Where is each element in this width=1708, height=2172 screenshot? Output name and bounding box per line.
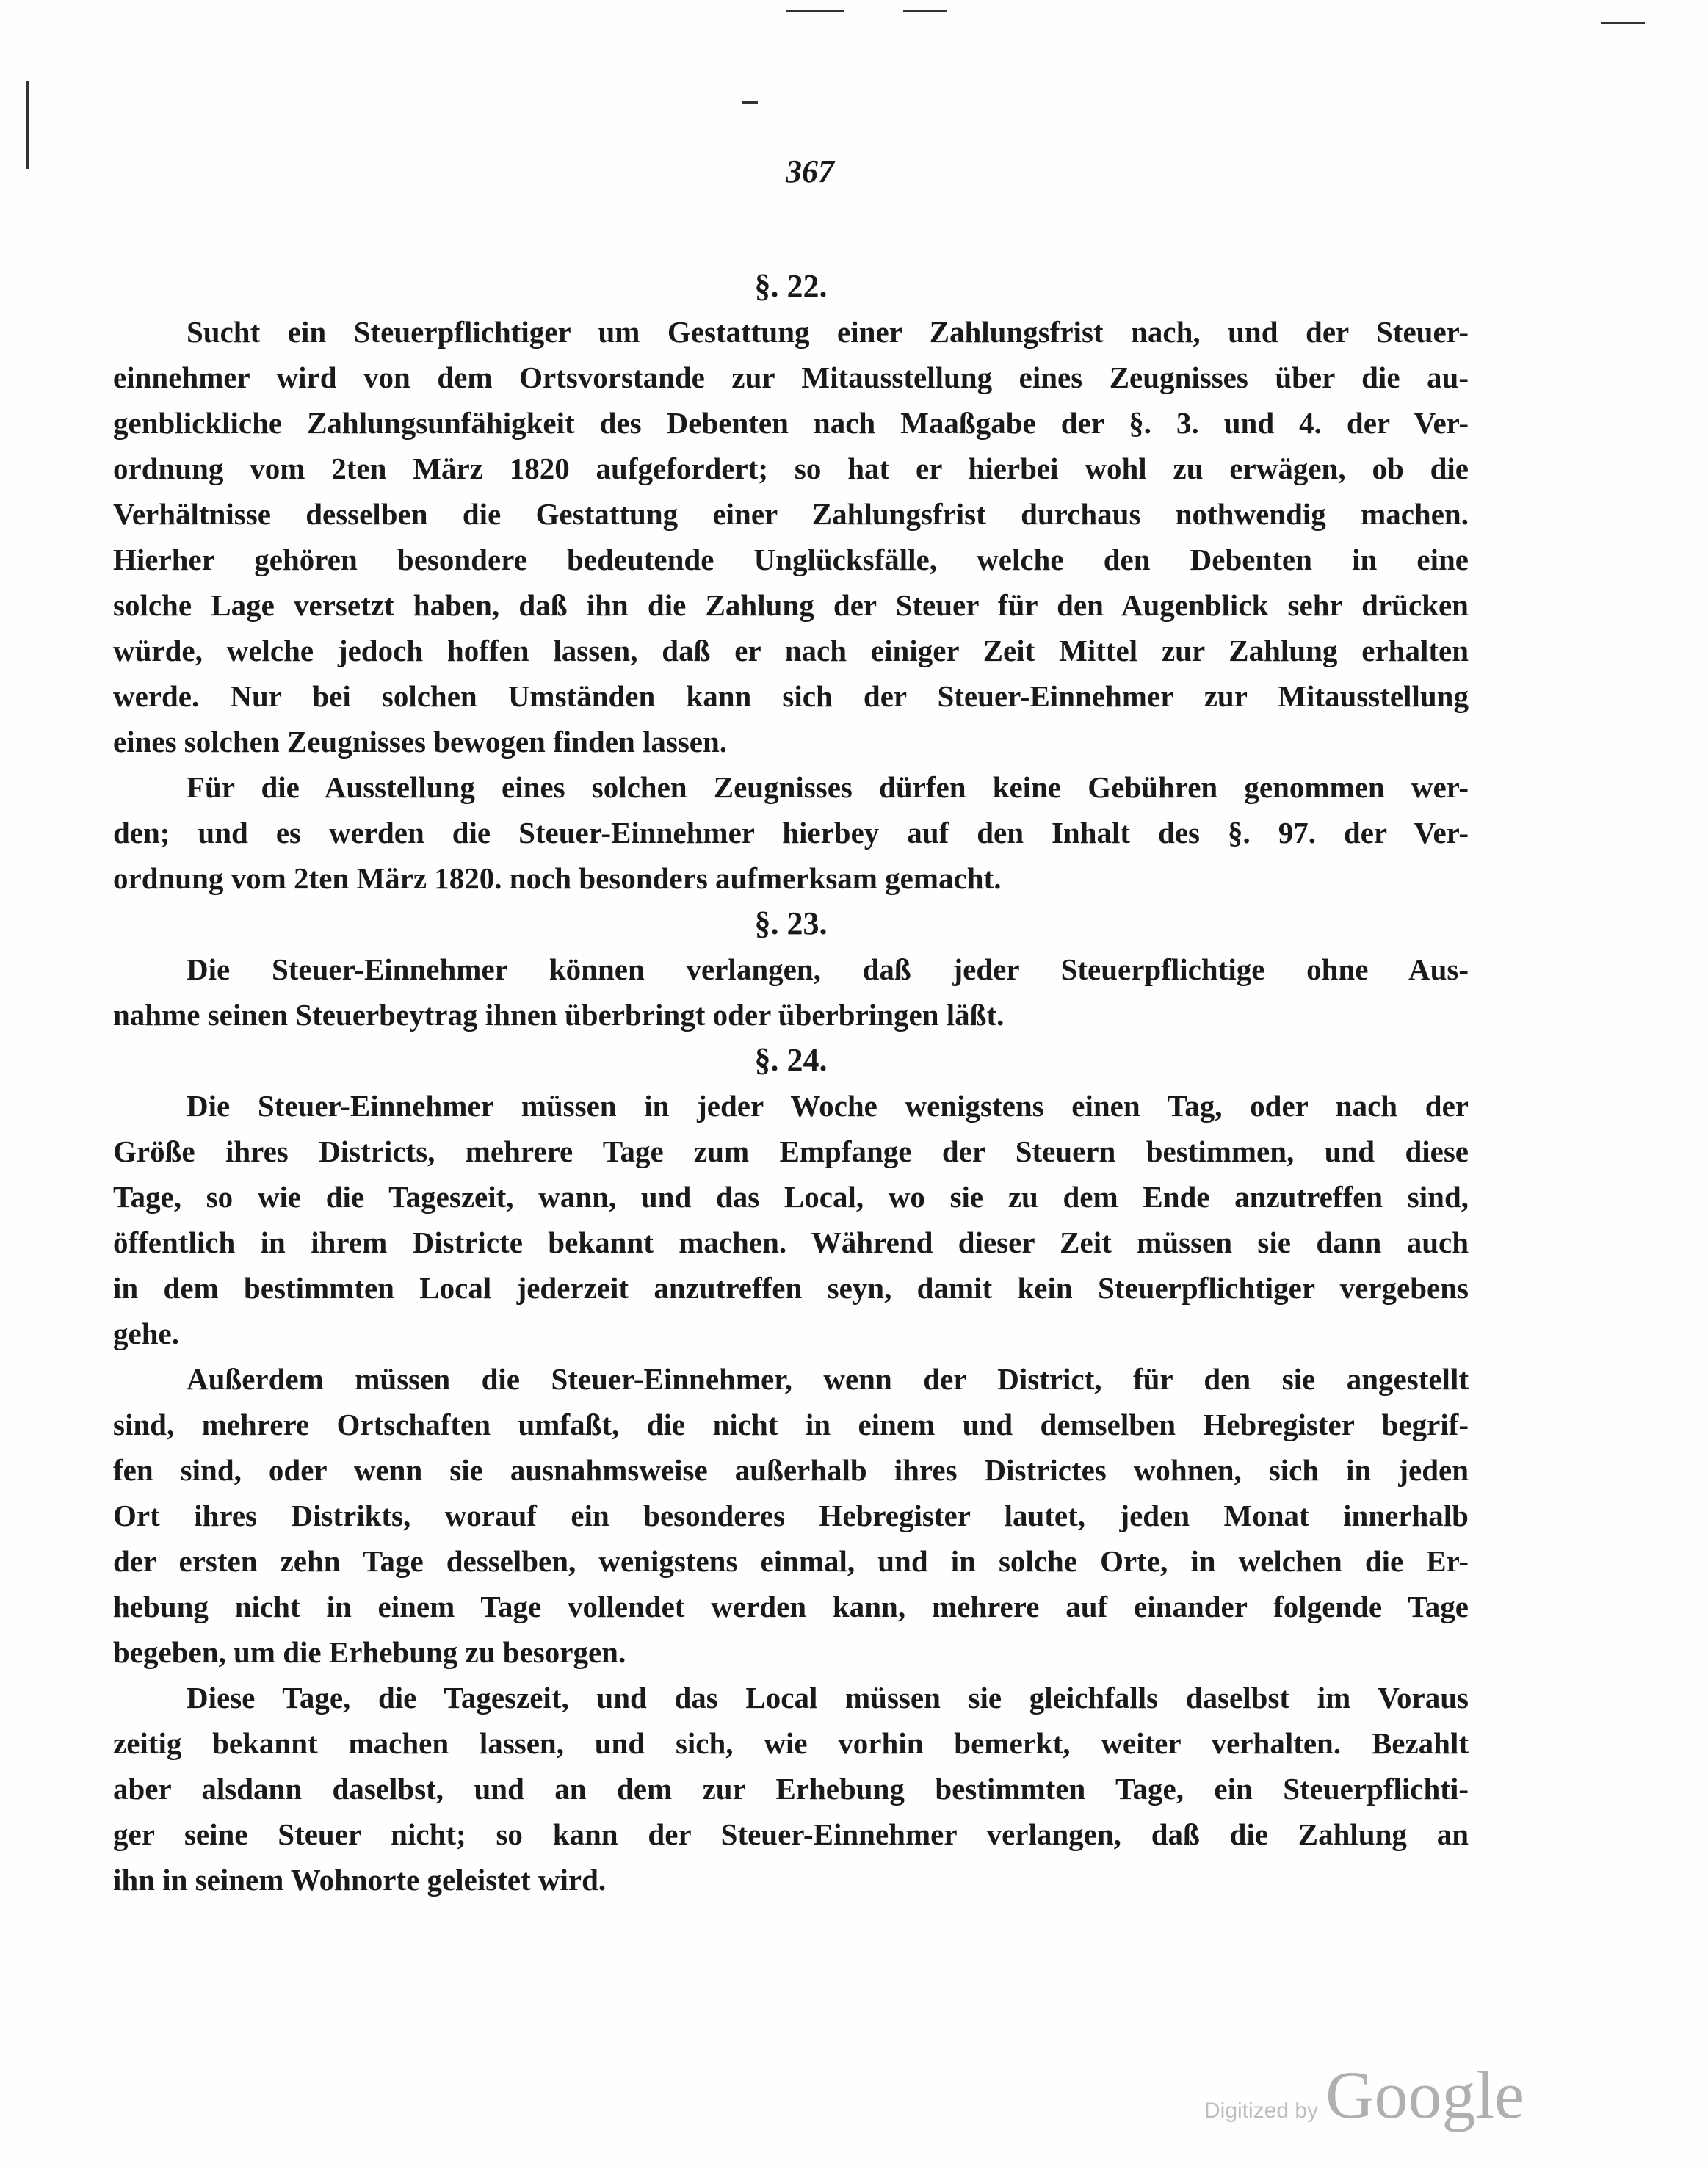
scan-edge-mark [786,10,844,12]
text-line: fen sind, oder wenn sie ausnahmsweise außerhalb ihres Districtes wohnen, sich in jeden [113,1453,1469,1487]
scan-edge-mark [1601,22,1645,24]
text-line: würde, welche jedoch hoffen lassen, daß er nach einiger Zeit Mittel zur Zahlung erhalten [113,634,1469,667]
text-line: gehe. [113,1317,179,1350]
text-line: ordnung vom 2ten März 1820 aufgefordert; so hat er hierbei wohl zu erwägen, ob die [113,452,1469,485]
text-line: zeitig bekannt machen lassen, und sich, wie vorhin bemerkt, weiter verhalten. Bezahlt [113,1726,1469,1760]
text-line: genblickliche Zahlungsunfähigkeit des Debenten nach Maaßgabe der §. 3. und 4. der Ver- [113,406,1469,440]
document-body [113,264,1469,1903]
text-line: Hierher gehören besondere bedeutende Unglücksfälle, welche den Debenten in eine [113,543,1469,576]
watermark-prefix: Digitized by [1204,2099,1319,2123]
text-line: eines solchen Zeugnisses bewogen finden lassen. [113,725,728,759]
paragraph [113,1083,1469,1356]
section-heading: §. 24. [754,1042,828,1078]
digitized-by-google-watermark [1204,2056,1524,2134]
text-line: hebung nicht in einem Tage vollendet werden kann, mehrere auf einander folgende Tage [113,1590,1469,1623]
text-line: öffentlich in ihrem Districte bekannt machen. Während dieser Zeit müssen sie dann auch [113,1226,1469,1259]
text-line: der ersten zehn Tage desselben, wenigstens einmal, und in solche Orte, in welchen die Er- [113,1544,1469,1578]
text-line: begeben, um die Erhebung zu besorgen. [113,1635,626,1669]
text-line: ihn in seinem Wohnorte geleistet wird. [113,1863,607,1897]
paragraph [113,309,1469,764]
text-line: in dem bestimmten Local jederzeit anzutreffen seyn, damit kein Steuerpflichtiger vergebens [113,1271,1469,1305]
section-heading: §. 22. [754,268,828,304]
text-line: sind, mehrere Ortschaften umfaßt, die nicht in einem und demselben Hebregister begrif- [113,1408,1469,1441]
text-line: Verhältnisse desselben die Gestattung einer Zahlungsfrist durchaus nothwendig machen. [113,497,1469,531]
text-line: werde. Nur bei solchen Umständen kann sich der Steuer-Einnehmer zur Mitausstellung [113,679,1469,713]
text-line: Die Steuer-Einnehmer müssen in jeder Woche wenigstens einen Tag, oder nach der [187,1089,1469,1123]
text-line: Ort ihres Distrikts, worauf ein besonderes Hebregister lautet, jeden Monat innerhalb [113,1499,1469,1532]
scan-edge-mark [742,101,758,104]
text-line: den; und es werden die Steuer-Einnehmer hierbey auf den Inhalt des §. 97. der Ver- [113,816,1469,850]
google-logo: Google [1325,2057,1524,2132]
text-line: Die Steuer-Einnehmer können verlangen, daß jeder Steuerpflichtige ohne Aus- [187,952,1469,986]
paragraph [113,1356,1469,1675]
text-line: Sucht ein Steuerpflichtiger um Gestattung einer Zahlungsfrist nach, und der Steuer- [187,315,1469,349]
text-line: ger seine Steuer nicht; so kann der Steuer-Einnehmer verlangen, daß die Zahlung an [113,1817,1469,1851]
text-line: solche Lage versetzt haben, daß ihn die Zahlung der Steuer für den Augenblick sehr drücken [113,588,1469,622]
text-line: ordnung vom 2ten März 1820. noch besonders aufmerksam gemacht. [113,861,1002,895]
text-line: nahme seinen Steuerbeytrag ihnen überbringt oder überbringen läßt. [113,998,1005,1032]
text-line: Für die Ausstellung eines solchen Zeugnisses dürfen keine Gebühren genommen wer- [187,770,1469,804]
scan-edge-mark [26,81,29,169]
text-line: einnehmer wird von dem Ortsvorstande zur Mitausstellung eines Zeugnisses über die au- [113,361,1469,394]
text-line: Tage, so wie die Tageszeit, wann, und das Local, wo sie zu dem Ende anzutreffen sind, [113,1180,1469,1214]
paragraph [113,1675,1469,1903]
section-heading: §. 23. [754,905,828,941]
text-line: aber alsdann daselbst, und an dem zur Erhebung bestimmten Tage, ein Steuerpflichti- [113,1772,1469,1806]
scan-edge-mark [903,10,947,12]
text-line: Größe ihres Districts, mehrere Tage zum Empfange der Steuern bestimmen, und diese [113,1134,1469,1168]
text-line: Außerdem müssen die Steuer-Einnehmer, wenn der District, für den sie angestellt [187,1362,1469,1396]
paragraph [113,946,1469,1038]
text-line: Diese Tage, die Tageszeit, und das Local müssen sie gleichfalls daselbst im Voraus [187,1681,1469,1715]
paragraph [113,764,1469,901]
page-number: 367 [786,153,834,189]
